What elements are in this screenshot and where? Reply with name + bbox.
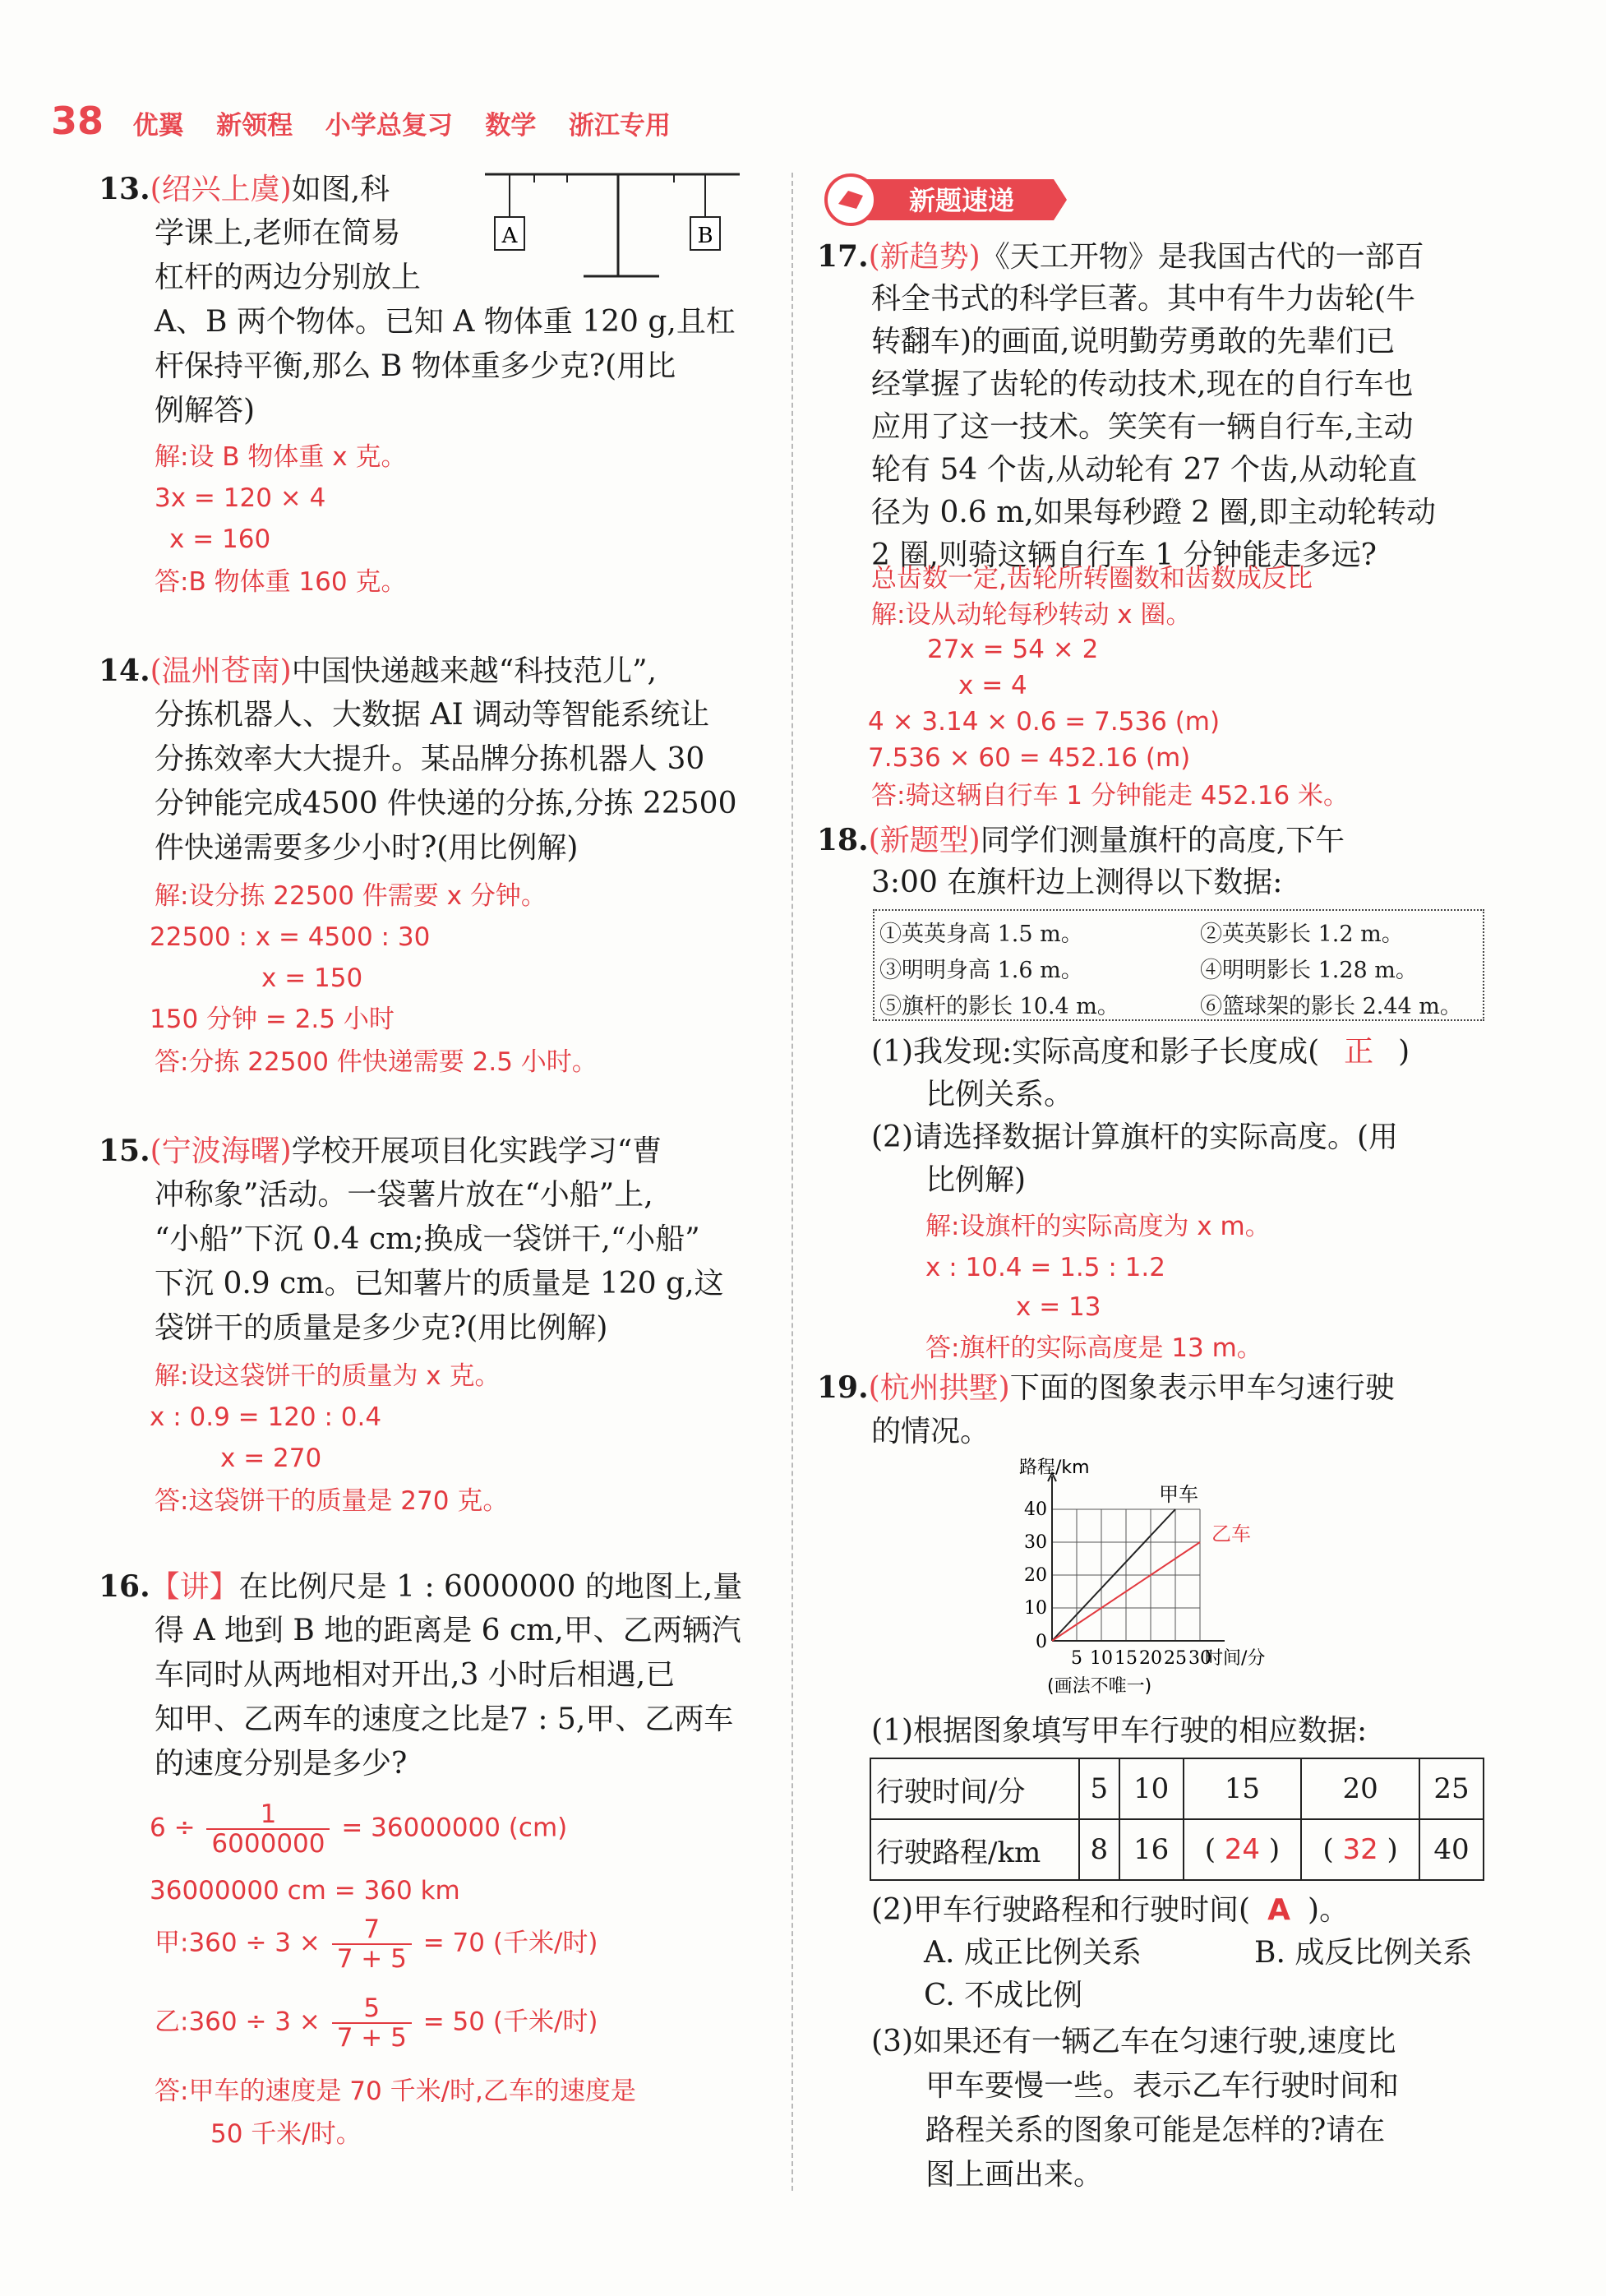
question-text: 如图,科	[291, 173, 390, 206]
question-text: “小船”下沉 0.4 cm;换成一袋饼干,“小船”	[155, 1222, 700, 1256]
badge-label: 新题速递	[908, 185, 1015, 216]
expr-part: 乙:360 ÷ 3 ×	[155, 2007, 321, 2037]
table-cell: 5	[1079, 1758, 1119, 1819]
answer-line: 解:设分拣 22500 件需要 x 分钟。	[155, 881, 547, 911]
question-text: 的速度分别是多少?	[155, 1747, 408, 1781]
table-cell: 10	[1119, 1758, 1184, 1819]
question-text: 杠杆的两边分别放上	[155, 261, 422, 294]
answer-line: 22500 : x = 4500 : 30	[150, 922, 431, 952]
question-tag: (绍兴上虞)	[150, 173, 292, 206]
distance-time-chart	[1003, 1452, 1364, 1698]
fraction-denominator: 6000000	[211, 1829, 325, 1859]
question-number: 17.	[817, 239, 869, 274]
answer-line: 150 分钟 = 2.5 小时	[150, 1005, 395, 1034]
question-text: A、B 两个物体。已知 A 物体重 120 g,且杠	[155, 305, 736, 339]
answer-line: 答:这袋饼干的质量是 270 克。	[155, 1486, 509, 1516]
question-tag: (温州苍南)	[150, 654, 292, 688]
question-text: 分拣效率大大提升。某品牌分拣机器人 30	[155, 742, 705, 776]
data-item: ⑥篮球架的影长 2.44 m。	[1200, 994, 1462, 1019]
y-tick-label: 20	[1024, 1565, 1047, 1586]
series-label-yi: 乙车	[1211, 1522, 1251, 1545]
question-text: 路程关系的图象可能是怎样的?请在	[925, 2114, 1386, 2147]
answer-line: 答:旗杆的实际高度是 13 m。	[925, 1333, 1262, 1363]
answer-blank: A	[1267, 1893, 1290, 1927]
question-text: 下面的图象表示甲车匀速行驶	[1009, 1371, 1395, 1405]
chart-note: (画法不唯一)	[1047, 1676, 1152, 1697]
question-text: (2)请选择数据计算旗杆的实际高度。(用	[871, 1120, 1399, 1154]
question-tag: (新题型)	[868, 824, 981, 857]
answer-line	[155, 1994, 598, 2052]
question-text: 分钟能完成4500 件快递的分拣,分拣 22500	[155, 787, 737, 820]
data-item: ①英英身高 1.5 m。	[879, 922, 1083, 947]
table-cell: ( 24 )	[1184, 1819, 1302, 1880]
question-tag: (宁波海曙)	[150, 1134, 292, 1168]
question-tag: (新趋势)	[868, 240, 981, 274]
answer-line: 答:甲车的速度是 70 千米/时,乙车的速度是	[155, 2077, 636, 2106]
fraction-numerator: 1	[206, 1800, 330, 1830]
table-cell: 15	[1184, 1758, 1302, 1819]
question-text: 学校开展项目化实践学习“曹	[291, 1134, 662, 1168]
question-text: 《天工开物》是我国古代的一部百	[980, 240, 1424, 274]
question-text: 3:00 在旗杆边上测得以下数据:	[871, 866, 1283, 899]
expr-part: = 50 (千米/时)	[422, 2007, 598, 2037]
x-tick-label: 30	[1188, 1648, 1211, 1669]
page-header	[51, 99, 699, 143]
answer-line: 解:设从动轮每秒转动 x 圈。	[871, 600, 1192, 630]
y-tick-label: 40	[1024, 1499, 1047, 1520]
book-title: 小学总复习	[325, 111, 453, 141]
answer-line	[155, 1915, 598, 1973]
answer-line: 答:分拣 22500 件快递需要 2.5 小时。	[155, 1047, 598, 1077]
question-text: 甲车要慢一些。表示乙车行驶时间和	[925, 2069, 1400, 2103]
answer-line: 答:骑这辆自行车 1 分钟能走 452.16 米。	[871, 781, 1350, 811]
question-tag: (杭州拱墅)	[868, 1371, 1010, 1405]
y-axis-label: 路程/km	[1019, 1458, 1090, 1478]
answer-line: x = 13	[1016, 1292, 1101, 1322]
x-tick-label: 20	[1139, 1648, 1162, 1669]
question-text: 的情况。	[871, 1415, 990, 1448]
question-text: 轮有 54 个齿,从动轮有 27 个齿,从动轮直	[871, 453, 1418, 487]
data-table	[870, 1758, 1484, 1881]
brand: 优翼	[132, 111, 184, 141]
answer-line: x = 160	[169, 524, 271, 554]
question-text: 2 圈,则骑这辆自行车 1 分钟能走多远?	[871, 538, 1377, 572]
option-c: C. 不成比例	[924, 1979, 1083, 2012]
table-row	[870, 1819, 1484, 1880]
answer-line: 解:设 B 物体重 x 克。	[155, 442, 407, 472]
question-text: 袋饼干的质量是多少克?(用比例解)	[155, 1311, 608, 1345]
question-tag: 【讲】	[150, 1570, 239, 1604]
data-item: ②英英影长 1.2 m。	[1200, 922, 1404, 947]
answer-line: x : 10.4 = 1.5 : 1.2	[925, 1253, 1165, 1282]
question-text: 比例解)	[925, 1163, 1027, 1197]
question-text: 径为 0.6 m,如果每秒蹬 2 圈,即主动轮转动	[871, 496, 1436, 529]
answer-note: 总齿数一定,齿轮所转圈数和齿数成反比	[871, 564, 1313, 594]
table-cell: 40	[1419, 1819, 1484, 1880]
question-text: 知甲、乙两车的速度之比是7 : 5,甲、乙两车	[155, 1702, 734, 1736]
question-text: (2)甲车行驶路程和行驶时间(	[871, 1893, 1251, 1927]
answer-blank: 正	[1344, 1035, 1374, 1069]
question-number: 14.	[99, 654, 150, 688]
question-text: 冲称象”活动。一袋薯片放在“小船”上,	[155, 1178, 653, 1212]
lever-diagram	[477, 164, 748, 288]
answer-line: 解:设这袋饼干的质量为 x 克。	[155, 1361, 501, 1391]
answer-line	[150, 1800, 567, 1858]
answer-line: x = 270	[220, 1444, 322, 1473]
question-text: (1)我发现:实际高度和影子长度成(	[871, 1035, 1320, 1069]
question-text: 杆保持平衡,那么 B 物体重多少克?(用比	[155, 349, 676, 383]
answer-line: x : 0.9 = 120 : 0.4	[150, 1402, 382, 1432]
answer-line: 27x = 54 × 2	[927, 635, 1099, 664]
question-text: 应用了这一技术。笑笑有一辆自行车,主动	[871, 410, 1414, 444]
measurement-data-box	[873, 909, 1484, 1021]
question-text: 中国快递越来越“科技范儿”,	[291, 654, 657, 688]
question-number: 16.	[99, 1569, 150, 1604]
table-cell: 25	[1419, 1758, 1484, 1819]
new-question-badge	[824, 173, 1070, 227]
series-label-jia: 甲车	[1159, 1483, 1198, 1506]
fraction-numerator: 7	[332, 1915, 412, 1945]
x-axis-label: 时间/分	[1205, 1648, 1266, 1669]
question-text: 图上画出来。	[925, 2158, 1104, 2192]
question-text: )。	[1308, 1893, 1350, 1927]
question-text: 分拣机器人、大数据 AI 调动等智能系统让	[155, 698, 710, 732]
fraction	[332, 1915, 412, 1973]
question-text: 在比例尺是 1 : 6000000 的地图上,量	[238, 1570, 743, 1604]
series: 新领程	[216, 111, 293, 141]
subject: 数学	[485, 111, 537, 141]
table-row	[870, 1758, 1484, 1819]
y-tick-label: 10	[1024, 1598, 1047, 1619]
table-cell: 16	[1119, 1819, 1184, 1880]
x-tick-label: 10	[1090, 1648, 1113, 1669]
data-item: ⑤旗杆的影长 10.4 m。	[879, 994, 1119, 1019]
answer-line: 7.536 × 60 = 452.16 (m)	[868, 743, 1191, 773]
question-text: 例解答)	[155, 394, 256, 427]
answer-line: 4 × 3.14 × 0.6 = 7.536 (m)	[868, 707, 1221, 737]
question-text: 得 A 地到 B 地的距离是 6 cm,甲、乙两辆汽	[155, 1614, 741, 1647]
question-text: 下沉 0.9 cm。已知薯片的质量是 120 g,这	[155, 1267, 724, 1300]
question-text: 转翻车)的画面,说明勤劳勇敢的先辈们已	[871, 325, 1396, 358]
fraction	[206, 1800, 330, 1858]
question-text: 学课上,老师在简易	[155, 216, 401, 250]
origin-label: 0	[1036, 1632, 1047, 1652]
table-row-header: 行驶路程/km	[870, 1819, 1079, 1880]
answer-line: x = 4	[958, 671, 1027, 700]
page-number: 38	[51, 99, 104, 143]
fraction	[332, 1994, 412, 2052]
expr-part: 6 ÷	[150, 1813, 196, 1843]
answer-line: 3x = 120 × 4	[155, 483, 326, 513]
y-tick-label: 30	[1024, 1532, 1047, 1553]
question-number: 18.	[817, 823, 869, 857]
question-number: 19.	[817, 1370, 869, 1405]
expr-part: = 70 (千米/时)	[422, 1928, 598, 1958]
question-text: (3)如果还有一辆乙车在匀速行驶,速度比	[871, 2025, 1396, 2058]
label-a: A	[501, 224, 518, 248]
edition: 浙江专用	[568, 111, 671, 141]
expr-part: 甲:360 ÷ 3 ×	[155, 1928, 321, 1958]
fraction-numerator: 5	[332, 1994, 412, 2024]
question-text: (1)根据图象填写甲车行驶的相应数据:	[871, 1714, 1368, 1748]
fraction-denominator: 7 + 5	[336, 1944, 407, 1974]
table-cell: 20	[1301, 1758, 1419, 1819]
question-number: 15.	[99, 1134, 150, 1168]
data-item: ③明明身高 1.6 m。	[879, 958, 1083, 983]
x-tick-label: 25	[1164, 1648, 1187, 1669]
answer-line: 36000000 cm = 360 km	[150, 1876, 460, 1906]
table-row-header: 行驶时间/分	[870, 1758, 1079, 1819]
x-tick-label: 5	[1071, 1648, 1082, 1669]
filled-answer: 32	[1342, 1833, 1378, 1866]
question-text: )	[1398, 1035, 1410, 1069]
answer-line: 50 千米/时。	[210, 2119, 362, 2149]
answer-line: x = 150	[261, 963, 363, 993]
table-cell: 8	[1079, 1819, 1119, 1880]
question-text: 比例关系。	[925, 1078, 1074, 1111]
label-b: B	[697, 224, 713, 248]
answer-line: 答:B 物体重 160 克。	[155, 567, 407, 597]
option-b: B. 成反比例关系	[1254, 1936, 1473, 1970]
expr-part: = 36000000 (cm)	[341, 1813, 568, 1843]
question-text: 同学们测量旗杆的高度,下午	[980, 824, 1345, 857]
filled-answer: 24	[1224, 1833, 1261, 1866]
question-text: 件快递需要多少小时?(用比例解)	[155, 831, 579, 865]
question-text: 车同时从两地相对开出,3 小时后相遇,已	[155, 1658, 676, 1692]
fraction-denominator: 7 + 5	[336, 2023, 407, 2053]
question-number: 13.	[99, 172, 150, 206]
column-divider	[791, 173, 793, 2191]
question-text: 经掌握了齿轮的传动技术,现在的自行车也	[871, 367, 1414, 401]
table-cell: ( 32 )	[1301, 1819, 1419, 1880]
answer-line: 解:设旗杆的实际高度为 x m。	[925, 1212, 1271, 1241]
data-item: ④明明影长 1.28 m。	[1200, 958, 1418, 983]
x-tick-label: 15	[1115, 1648, 1138, 1669]
question-text: 科全书式的科学巨著。其中有牛力齿轮(牛	[871, 282, 1416, 316]
option-a: A. 成正比例关系	[924, 1936, 1142, 1970]
